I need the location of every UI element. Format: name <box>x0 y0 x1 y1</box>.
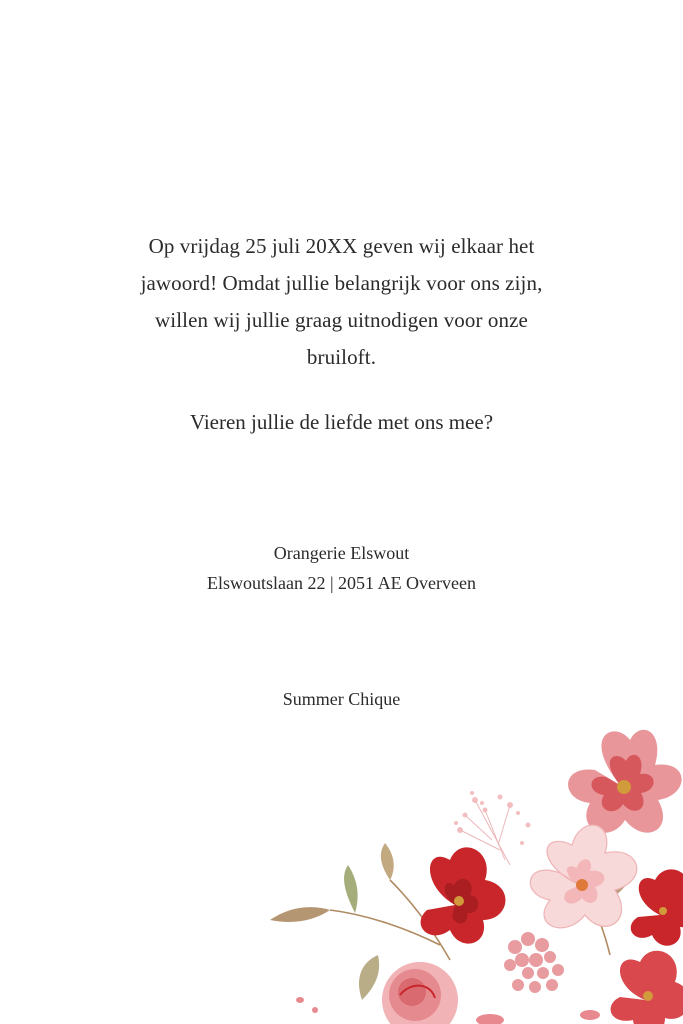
red-flower <box>421 847 506 943</box>
theme-label: Summer Chique <box>282 689 401 709</box>
intro-line: bruiloft. <box>306 345 377 369</box>
pale-pink-flower <box>530 825 636 928</box>
babys-breath-buds <box>454 791 531 845</box>
leaf-icon <box>270 907 330 922</box>
blush-flower-large <box>568 730 682 833</box>
hydrangea-cluster <box>504 932 564 993</box>
venue-block <box>60 538 623 598</box>
red-flower-right <box>631 869 683 945</box>
celebration-question: Vieren jullie de liefde met ons mee? <box>189 410 494 434</box>
leaf-icon <box>381 843 394 880</box>
intro-text <box>80 228 603 376</box>
red-flower-bottom <box>611 951 683 1024</box>
intro-line: Op vrijdag 25 juli 20XX geven wij elkaar het <box>148 234 535 258</box>
floral-corner-illustration <box>260 715 683 1024</box>
rose-flower <box>382 962 458 1024</box>
venue-address: Elswoutslaan 22 | 2051 AE Overveen <box>206 573 477 593</box>
venue-name: Orangerie Elswout <box>273 543 410 563</box>
leaf-icon <box>359 955 379 1000</box>
intro-line: jawoord! Omdat jullie belangrijk voor ons zijn, <box>140 271 543 295</box>
leaf-icon <box>344 865 358 913</box>
intro-line: willen wij jullie graag uitnodigen voor onze <box>155 308 528 332</box>
